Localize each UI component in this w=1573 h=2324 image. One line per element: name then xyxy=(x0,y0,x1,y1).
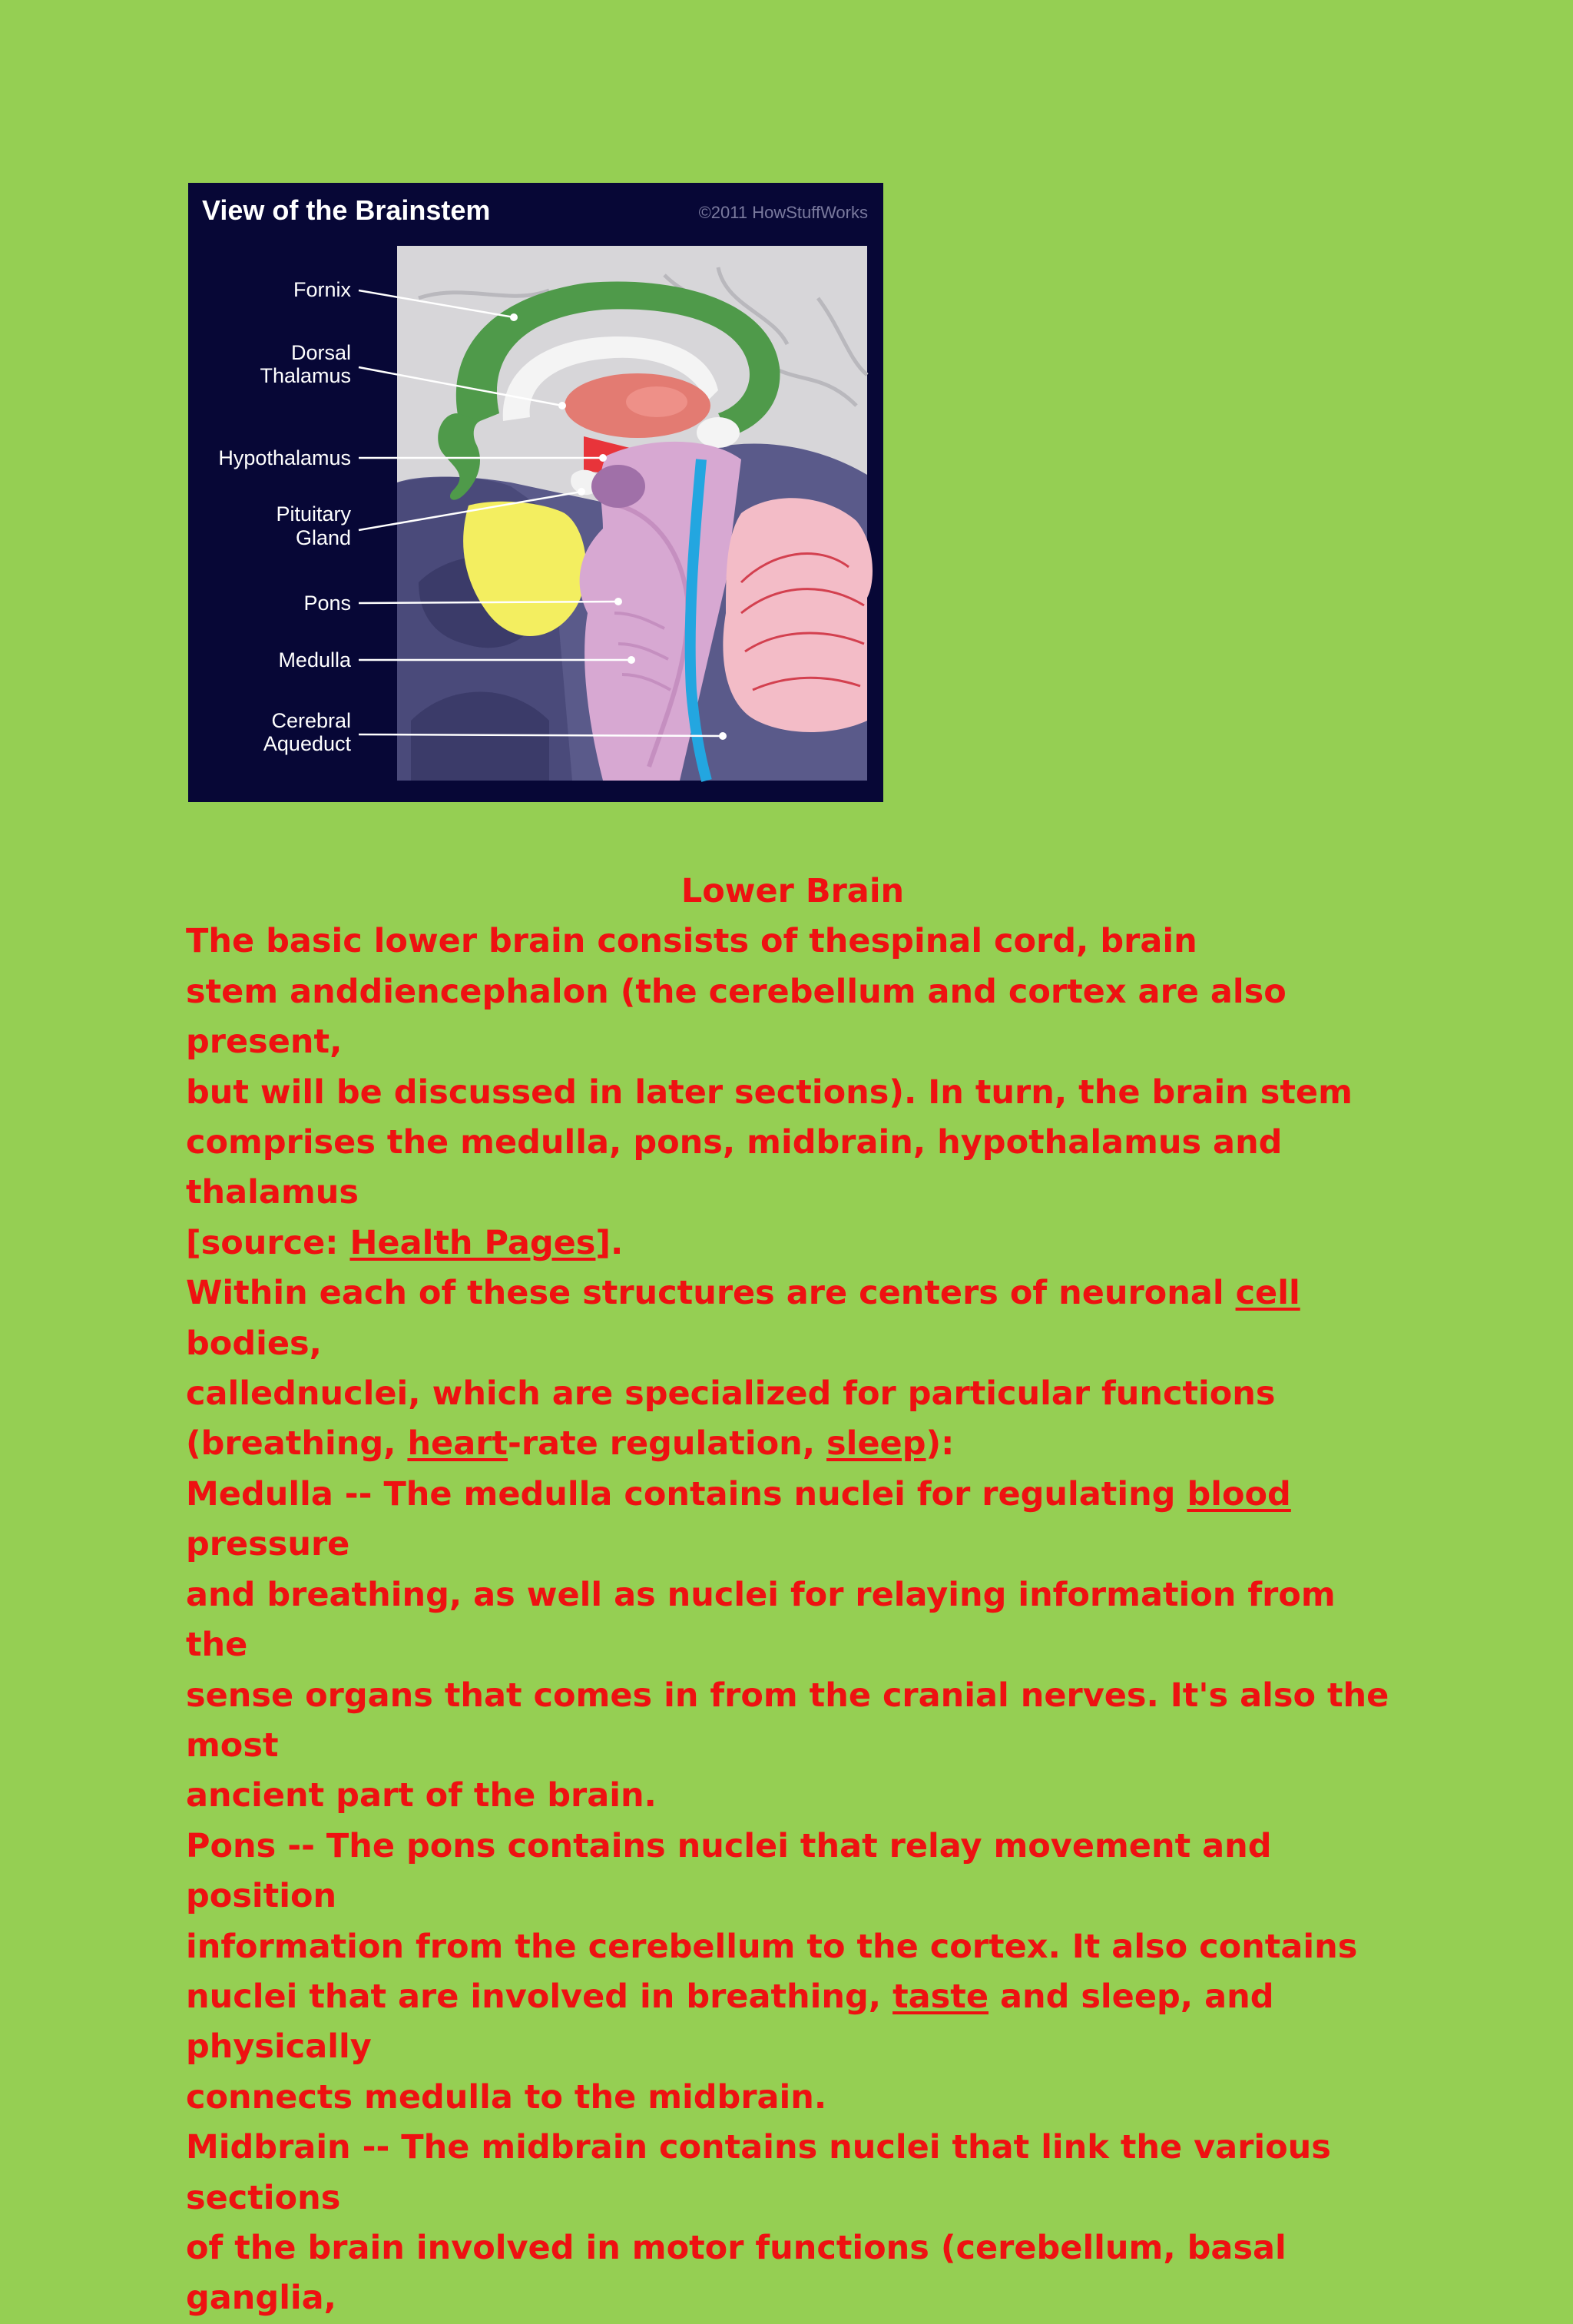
paragraph-medulla xyxy=(186,1470,1399,1822)
text-line xyxy=(186,1470,1399,1570)
text-line: sense organs that comes in from the cranial nerves. It's also the most xyxy=(186,1676,1389,1765)
text-fragment: pressure xyxy=(186,1525,350,1564)
label-pons: Pons xyxy=(303,592,351,615)
text-line: of the brain involved in motor functions (cerebellum, basal ganglia, xyxy=(186,2228,1287,2318)
heart-link[interactable]: heart xyxy=(407,1424,508,1464)
text-line: information from the cerebellum to the cortex. It also contains xyxy=(186,1927,1358,1966)
text-fragment: ]. xyxy=(595,1223,624,1262)
blood-link[interactable]: blood xyxy=(1187,1474,1291,1513)
text-fragment: bodies, xyxy=(186,1324,322,1363)
label-thalamus: Thalamus xyxy=(260,364,351,387)
label-medulla: Medulla xyxy=(278,648,351,671)
sleep-link[interactable]: sleep xyxy=(826,1424,926,1464)
brainstem-diagram xyxy=(188,183,883,802)
text-fragment: and sleep, and physically xyxy=(186,1977,1274,2067)
figure-title: View of the Brainstem xyxy=(202,194,491,226)
text-line xyxy=(186,1972,1399,2073)
paragraph-nuclei xyxy=(186,1268,1399,1470)
text-line: The basic lower brain consists of thespinal cord, brain xyxy=(186,922,1197,961)
text-line: and breathing, as well as nuclei for relaying information from the xyxy=(186,1575,1336,1665)
text-fragment: [source: xyxy=(186,1223,350,1262)
text-fragment: Medulla -- The medulla contains nuclei for regulating xyxy=(186,1474,1187,1513)
text-fragment: (breathing, xyxy=(186,1424,408,1464)
taste-link[interactable]: taste xyxy=(892,1977,989,2016)
text-line xyxy=(186,1419,1399,1469)
label-dorsal: Dorsal xyxy=(290,341,351,364)
text-line: ancient part of the brain. xyxy=(186,1776,657,1815)
label-pituitary: Pituitary xyxy=(276,502,351,525)
text-line: Pons -- The pons contains nuclei that relay movement and position xyxy=(186,1826,1272,1916)
document-body xyxy=(186,867,1399,2324)
text-fragment: Within each of these structures are centers of neuronal xyxy=(186,1274,1236,1313)
text-line: but will be discussed in later sections). In turn, the brain stem xyxy=(186,1072,1353,1112)
label-hypothalamus: Hypothalamus xyxy=(218,446,351,469)
figure-credit: ©2011 HowStuffWorks xyxy=(698,203,868,222)
label-fornix: Fornix xyxy=(293,278,351,301)
cell-link[interactable]: cell xyxy=(1235,1274,1300,1313)
text-line: callednuclei, which are specialized for particular functions xyxy=(186,1374,1276,1414)
text-line xyxy=(186,1218,1399,1268)
paragraph-pons xyxy=(186,1822,1399,2123)
text-line: comprises the medulla, pons, midbrain, hypothalamus and thalamus xyxy=(186,1123,1283,1212)
text-line: connects medulla to the midbrain. xyxy=(186,2077,827,2117)
text-fragment: -rate regulation, xyxy=(508,1424,827,1464)
paragraph-midbrain xyxy=(186,2123,1399,2324)
text-fragment: ): xyxy=(926,1424,955,1464)
text-line: stem anddiencephalon (the cerebellum and cortex are also present, xyxy=(186,972,1287,1062)
document-title: Lower Brain xyxy=(681,872,905,910)
paragraph-overview xyxy=(186,917,1399,1268)
text-line xyxy=(186,1268,1399,1369)
label-gland: Gland xyxy=(295,526,351,549)
label-aqueduct: Aqueduct xyxy=(263,732,351,755)
health-pages-link[interactable]: Health Pages xyxy=(349,1223,596,1262)
text-line: Midbrain -- The midbrain contains nuclei that link the various sections xyxy=(186,2128,1331,2217)
text-fragment: nuclei that are involved in breathing, xyxy=(186,1977,893,2016)
label-cerebral: Cerebral xyxy=(271,709,351,732)
